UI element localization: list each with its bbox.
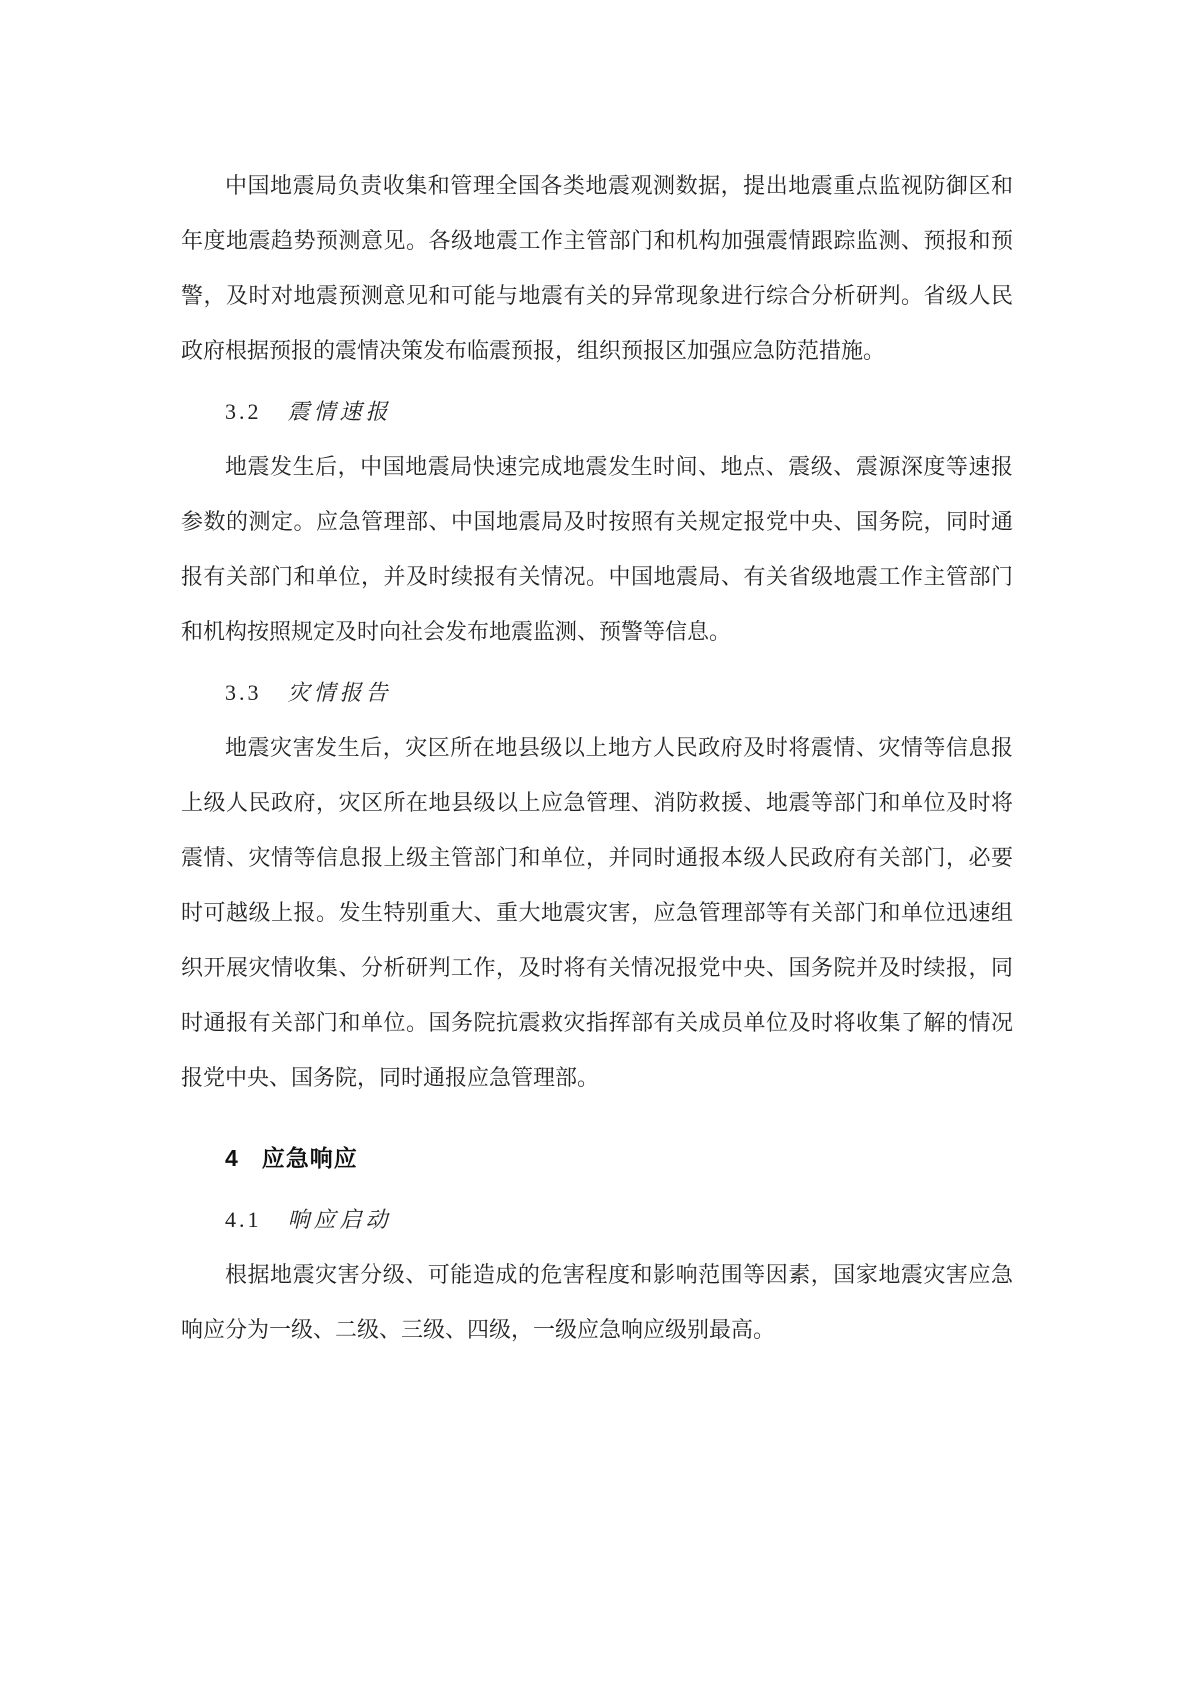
section-heading-4-1 [181,1192,1013,1247]
section-heading-number: 3.3 [225,680,262,705]
body-paragraph: 地震灾害发生后，灾区所在地县级以上地方人民政府及时将震情、灾情等信息报上级人民政府，灾区所在地县级以上应急管理、消防救援、地震等部门和单位及时将震情、灾情等信息报上级主管部门和单位，并同时通报本级人民政府有关部门，必要时可越级上报。发生特别重大、重大地震灾害，应急管理部等有关部门和单位迅速组织开展灾情收集、分析研判工作，及时将有关情况报党中央、国务院并及时续报，同时通报有关部门和单位。国务院抗震救灾指挥部有关成员单位及时将收集了解的情况报党中央、国务院，同时通报应急管理部。 [181,735,1013,1090]
chapter-heading-title: 应急响应 [261,1145,358,1171]
chapter-heading-number: 4 [225,1145,238,1171]
section-heading-3-3 [181,665,1013,720]
section-heading-title: 灾情报告 [287,680,392,705]
section-heading-title: 震情速报 [287,399,392,424]
body-paragraph: 中国地震局负责收集和管理全国各类地震观测数据，提出地震重点监视防御区和年度地震趋势预测意见。各级地震工作主管部门和机构加强震情跟踪监测、预报和预警，及时对地震预测意见和可能与地震有关的异常现象进行综合分析研判。省级人民政府根据预报的震情决策发布临震预报，组织预报区加强应急防范措施。 [181,173,1013,363]
section-heading-3-2 [181,384,1013,439]
section-heading-title: 响应启动 [287,1207,392,1232]
section-heading-number: 3.2 [225,399,262,424]
body-paragraph: 根据地震灾害分级、可能造成的危害程度和影响范围等因素，国家地震灾害应急响应分为一级、二级、三级、四级，一级应急响应级别最高。 [181,1262,1013,1342]
document-text-block [181,158,1013,1357]
section-heading-number: 4.1 [225,1207,262,1232]
chapter-heading-4 [181,1131,1013,1186]
body-paragraph: 地震发生后，中国地震局快速完成地震发生时间、地点、震级、震源深度等速报参数的测定。应急管理部、中国地震局及时按照有关规定报党中央、国务院，同时通报有关部门和单位，并及时续报有关情况。中国地震局、有关省级地震工作主管部门和机构按照规定及时向社会发布地震监测、预警等信息。 [181,454,1013,644]
